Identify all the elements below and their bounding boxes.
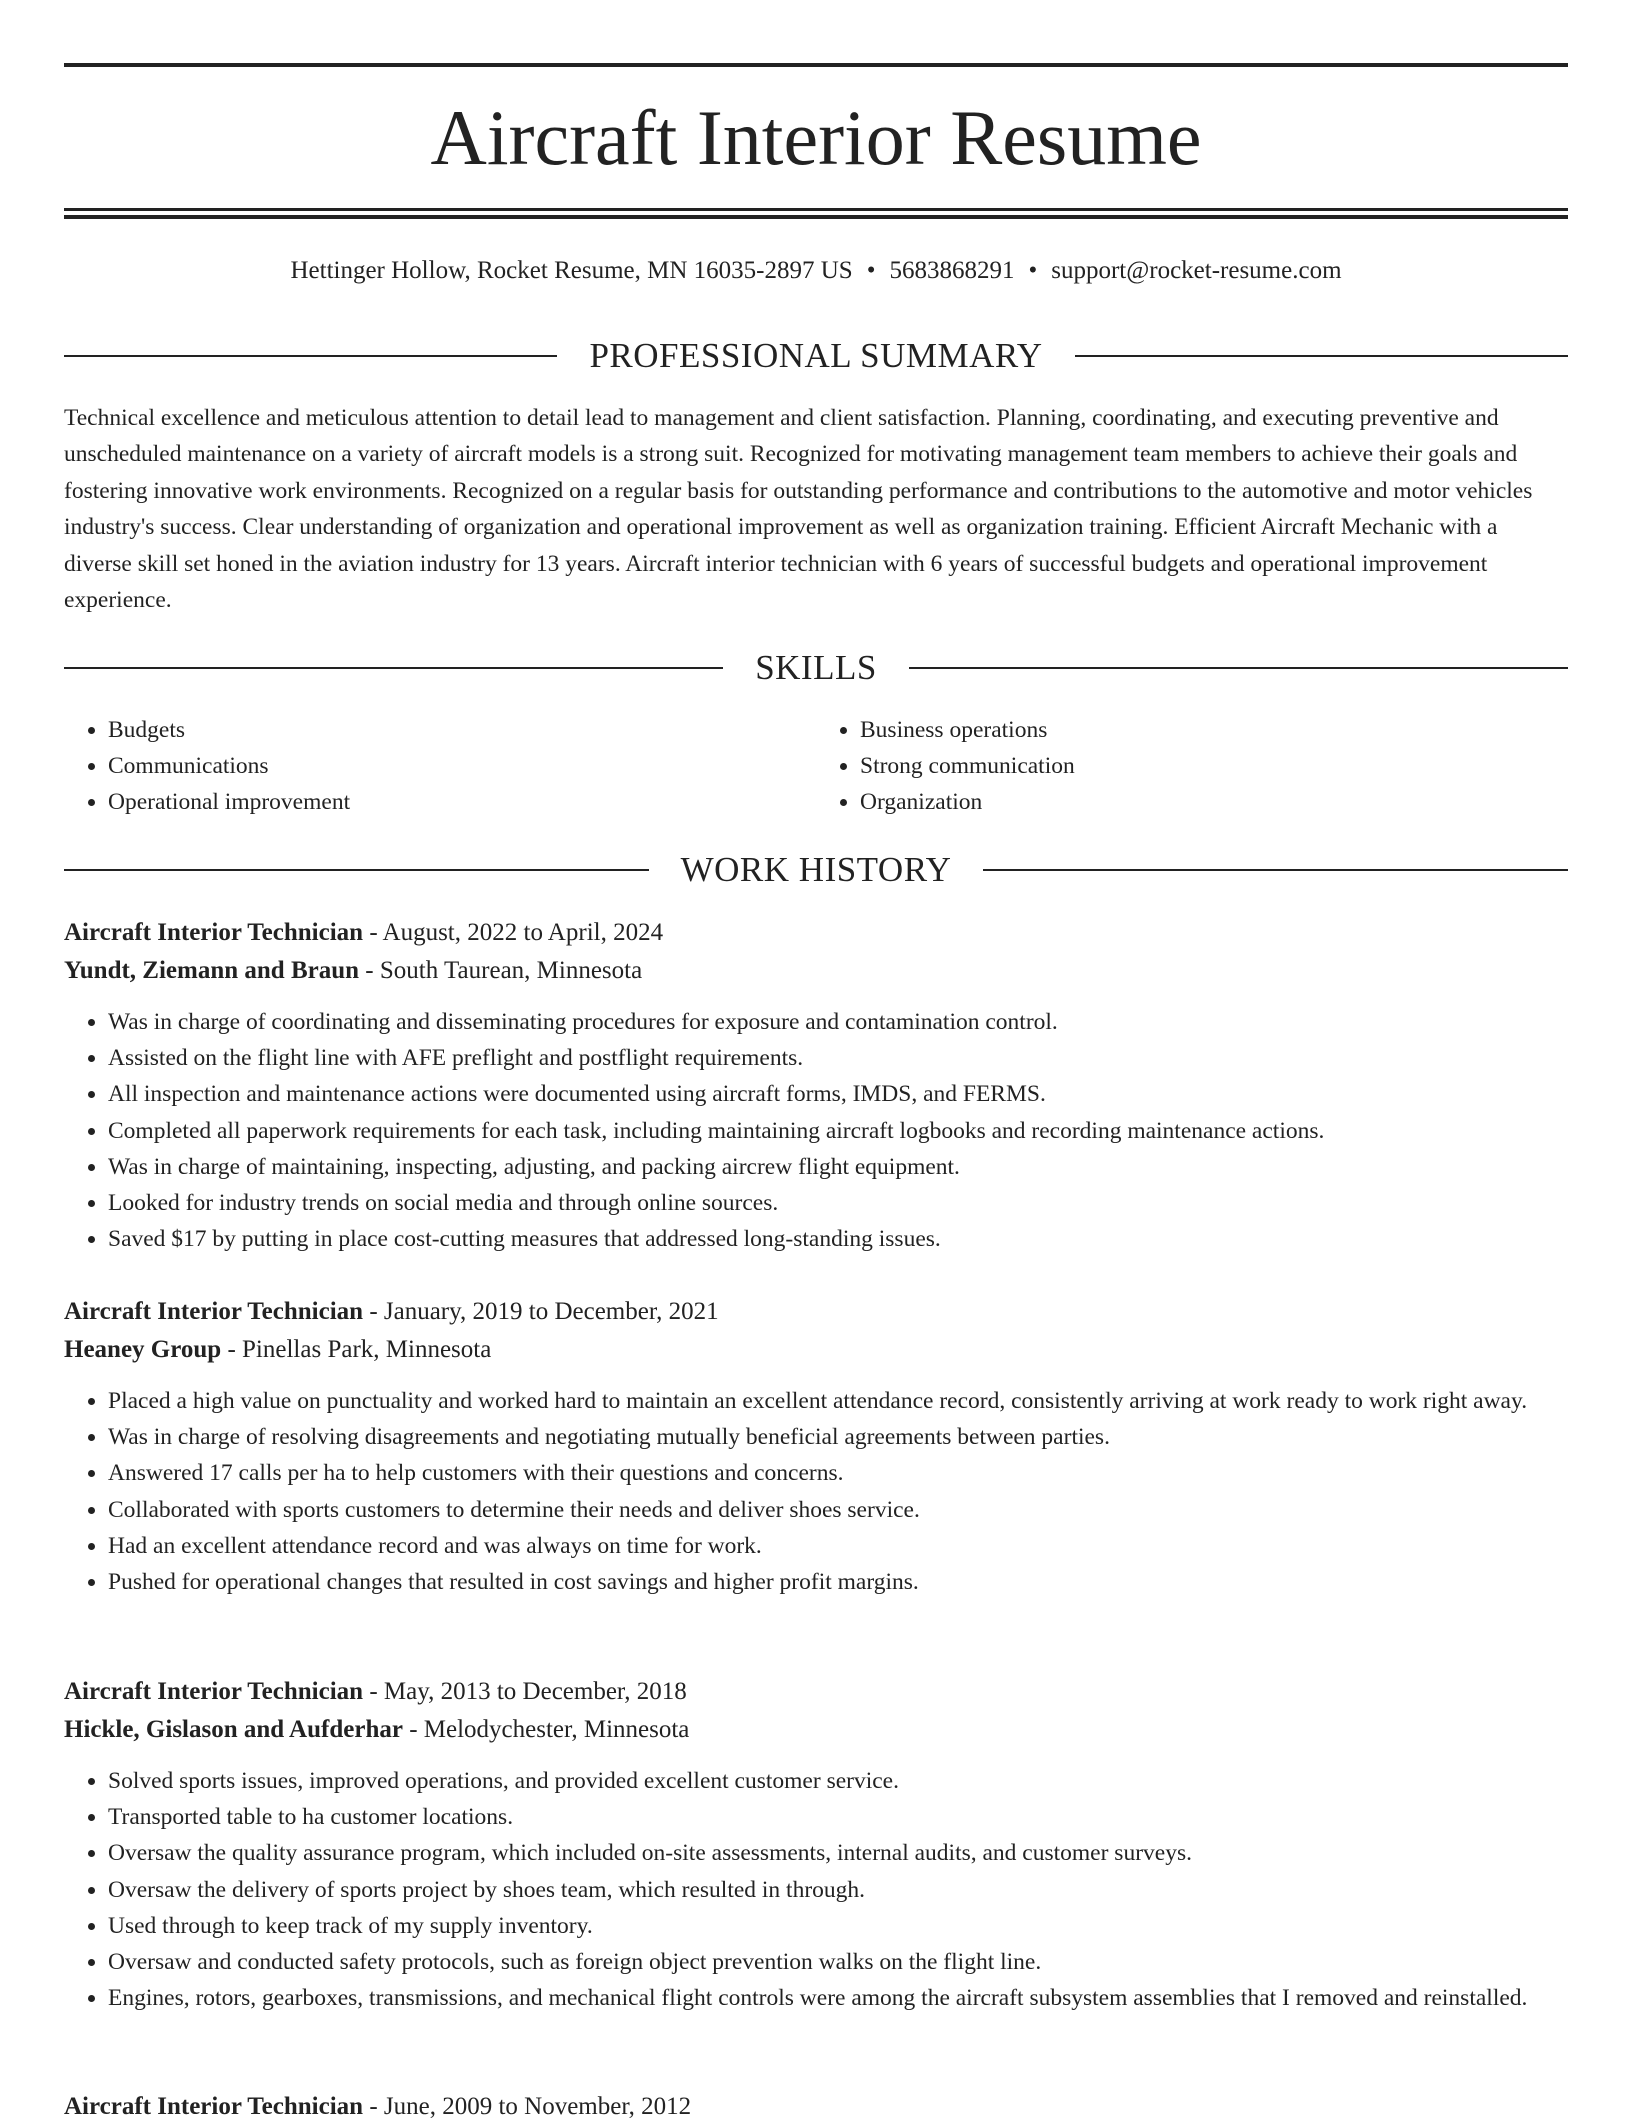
job-company: Yundt, Ziemann and Braun (64, 957, 360, 984)
job-bullet: • Oversaw the quality assurance program, which included on-site assessments, internal audits, and customer surveys. (108, 1835, 1568, 1871)
resume-title: Aircraft Interior Resume (430, 94, 1202, 181)
summary-text: Technical excellence and meticulous attention to detail lead to management and client satisfaction. Planning, coordinating, and executing preventive and unscheduled maintenance on a variety of aircraft models is a strong suit. Recognized for motivating management team members to achieve their goals and fostering innovative work environments. Recognized on a regular basis for outstanding performance and contributions to the automotive and motor vehicles industry's success. Clear understanding of organization and operational improvement as well as organization training. Efficient Aircraft Mechanic with a diverse skill set honed in the aviation industry for 13 years. Aircraft interior technician with 6 years of successful budgets and operational improvement experience. (64, 405, 1533, 614)
skill-item: • Operational improvement (108, 784, 816, 820)
job-title: Aircraft Interior Technician (64, 1298, 364, 1325)
job-bullet: • Pushed for operational changes that resulted in cost savings and higher profit margins. (108, 1564, 1568, 1600)
job-entry (64, 2088, 1568, 2126)
job-bullets (64, 1763, 1568, 2016)
job-bullet: • Was in charge of maintaining, inspecting, adjusting, and packing aircrew flight equipment. (108, 1149, 1568, 1185)
skill-item: • Organization (860, 784, 1568, 820)
skill-item: • Business operations (860, 712, 1568, 748)
job-bullet: • Engines, rotors, gearboxes, transmissions, and mechanical flight controls were among the aircraft subsystem assemblies that I removed and reinstalled. (108, 1980, 1568, 2016)
job-location: South Taurean, Minnesota (379, 957, 643, 984)
job-dates: August, 2022 to April, 2024 (382, 919, 664, 946)
job-bullet: • Solved sports issues, improved operations, and provided excellent customer service. (108, 1763, 1568, 1799)
heading-rule (64, 869, 649, 871)
job-bullet: • Oversaw the delivery of sports project by shoes team, which resulted in through. (108, 1872, 1568, 1908)
title-double-rule (64, 208, 1568, 219)
job-bullets (64, 1383, 1568, 1600)
contact-email: support@rocket-resume.com (1051, 257, 1342, 284)
job-bullet: • Assisted on the flight line with AFE preflight and postflight requirements. (108, 1040, 1568, 1076)
job-company-row: Yundt, Ziemann and Braun - South Taurean, Minnesota (64, 957, 643, 984)
skills-list (64, 712, 1568, 820)
job-bullet: • All inspection and maintenance actions were documented using aircraft forms, IMDS, and FERMS. (108, 1076, 1568, 1112)
job-company-row: Hickle, Gislason and Aufderhar - Melodychester, Minnesota (64, 1716, 690, 1743)
job-bullets (64, 1004, 1568, 1257)
contact-separator: • (1028, 257, 1038, 284)
job-bullet: • Was in charge of coordinating and disseminating procedures for exposure and contamination control. (108, 1004, 1568, 1040)
job-dates: May, 2013 to December, 2018 (383, 1678, 687, 1705)
job-company: Heaney Group (64, 1336, 222, 1363)
job-entry (64, 914, 1568, 1257)
job-bullet: • Oversaw and conducted safety protocols, such as foreign object prevention walks on the flight line. (108, 1944, 1568, 1980)
heading-rule (1075, 355, 1568, 357)
job-bullet: • Collaborated with sports customers to determine their needs and deliver shoes service. (108, 1492, 1568, 1528)
job-bullet: • Transported table to ha customer locations. (108, 1799, 1568, 1835)
skill-item: • Strong communication (860, 748, 1568, 784)
job-location: Pinellas Park, Minnesota (242, 1336, 492, 1363)
heading-rule (64, 355, 557, 357)
heading-rule (983, 869, 1568, 871)
skills-column-left (64, 712, 816, 820)
summary-heading-label: PROFESSIONAL SUMMARY (589, 336, 1043, 375)
job-entry (64, 1293, 1568, 1600)
job-bullet: • Looked for industry trends on social media and through online sources. (108, 1185, 1568, 1221)
job-title: Aircraft Interior Technician (64, 2093, 364, 2120)
skills-heading (64, 648, 1568, 688)
job-entry (64, 1673, 1568, 2016)
contact-address: Hettinger Hollow, Rocket Resume, MN 16035-2897 US (290, 257, 853, 284)
job-title-row: Aircraft Interior Technician - June, 2009 to November, 2012 (64, 2093, 692, 2120)
work-history-heading (64, 850, 1568, 890)
skills-heading-label: SKILLS (755, 648, 877, 687)
job-title: Aircraft Interior Technician (64, 1678, 364, 1705)
contact-phone: 5683868291 (889, 257, 1015, 284)
work-history-heading-label: WORK HISTORY (680, 850, 952, 889)
skill-item: • Communications (108, 748, 816, 784)
summary-heading (64, 336, 1568, 376)
contact-line (64, 255, 1568, 287)
skills-column-right (816, 712, 1568, 820)
job-location: Melodychester, Minnesota (423, 1716, 690, 1743)
job-bullet: • Completed all paperwork requirements for each task, including maintaining aircraft logbooks and recording maintenance actions. (108, 1113, 1568, 1149)
top-rule (64, 63, 1568, 67)
job-title: Aircraft Interior Technician (64, 919, 364, 946)
job-title-row: Aircraft Interior Technician - August, 2022 to April, 2024 (64, 919, 664, 946)
job-bullet: • Used through to keep track of my supply inventory. (108, 1908, 1568, 1944)
job-bullet: • Was in charge of resolving disagreements and negotiating mutually beneficial agreements between parties. (108, 1419, 1568, 1455)
job-bullet: • Had an excellent attendance record and was always on time for work. (108, 1528, 1568, 1564)
job-title-row: Aircraft Interior Technician - May, 2013 to December, 2018 (64, 1678, 687, 1705)
heading-rule (64, 667, 723, 669)
skill-item: • Budgets (108, 712, 816, 748)
job-company: Hickle, Gislason and Aufderhar (64, 1716, 403, 1743)
job-company-row: Heaney Group - Pinellas Park, Minnesota (64, 1336, 492, 1363)
heading-rule (909, 667, 1568, 669)
job-title-row: Aircraft Interior Technician - January, 2019 to December, 2021 (64, 1298, 719, 1325)
contact-separator: • (866, 257, 876, 284)
job-bullet: • Answered 17 calls per ha to help customers with their questions and concerns. (108, 1455, 1568, 1491)
job-dates: January, 2019 to December, 2021 (383, 1298, 719, 1325)
job-bullet: • Saved $17 by putting in place cost-cutting measures that addressed long-standing issues. (108, 1221, 1568, 1257)
job-bullet: • Placed a high value on punctuality and worked hard to maintain an excellent attendance record, consistently arriving at work ready to work right away. (108, 1383, 1568, 1419)
job-dates: June, 2009 to November, 2012 (383, 2093, 692, 2120)
